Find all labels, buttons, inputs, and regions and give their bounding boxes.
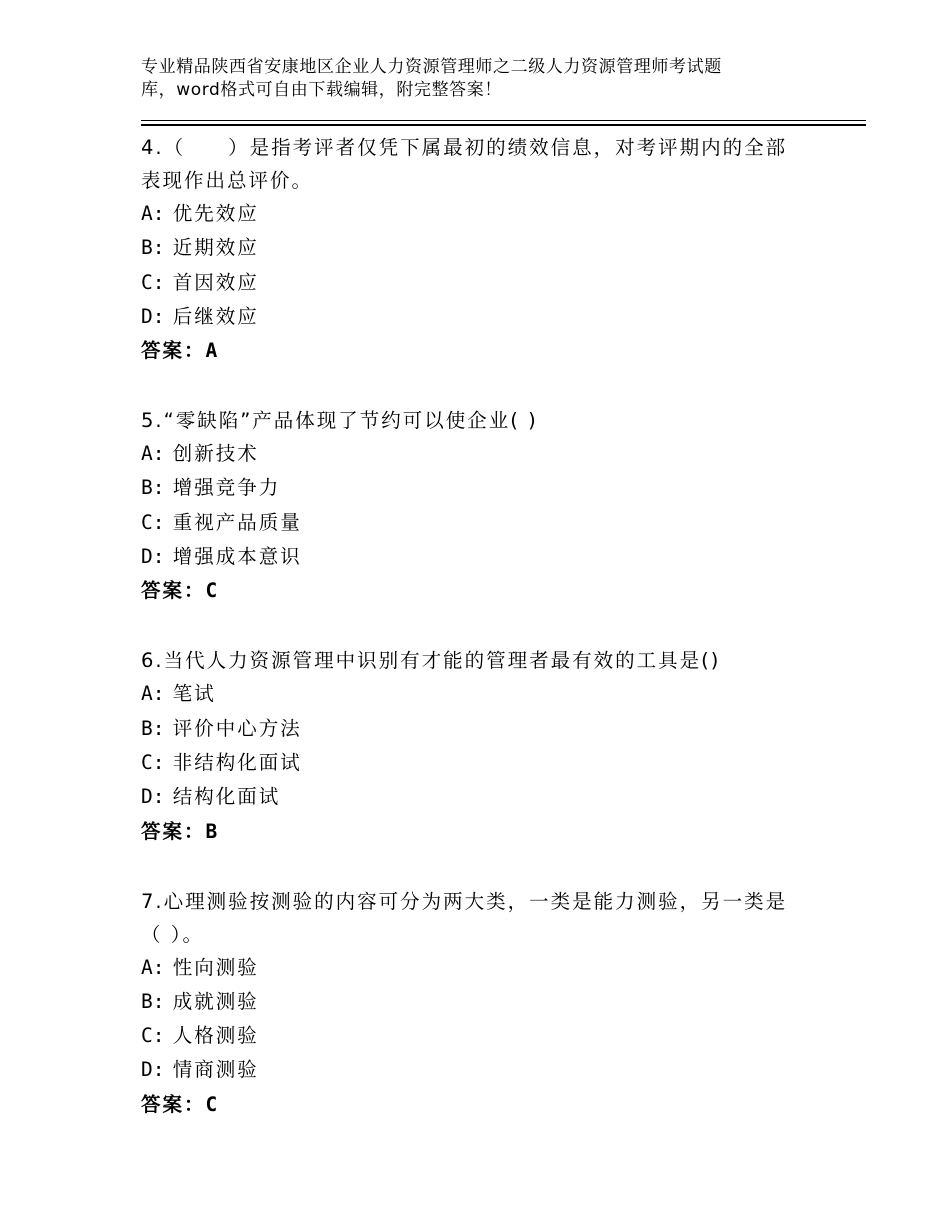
option-letter: D: [141, 785, 165, 809]
option-letter: D: [141, 545, 165, 569]
question-list [141, 130, 821, 1122]
option-c [141, 1019, 821, 1053]
header-title-line-2: 库，word格式可自由下载编辑，附完整答案！ [141, 80, 502, 100]
option-d [141, 540, 821, 574]
option-text: 性向测验 [172, 955, 259, 979]
question-4 [141, 130, 821, 368]
question-stem [141, 643, 821, 677]
question-stem [141, 130, 821, 197]
option-letter: A: [141, 202, 165, 225]
option-a [141, 197, 821, 231]
option-b [141, 471, 821, 505]
option-text: 非结构化面试 [172, 750, 302, 774]
option-letter: D: [141, 1058, 165, 1082]
option-text: 评价中心方法 [172, 716, 302, 740]
option-b [141, 985, 821, 1019]
option-letter: A: [141, 682, 165, 706]
option-text: 增强竞争力 [172, 476, 281, 500]
question-6 [141, 643, 821, 848]
option-c [141, 746, 821, 780]
answer-line [141, 334, 821, 368]
option-letter: B: [141, 989, 165, 1013]
header-double-rule [141, 120, 866, 126]
answer-value: A [205, 339, 220, 363]
question-stem-line: 5.“零缺陷”产品体现了节约可以使企业( ) [141, 409, 538, 433]
option-text: 人格测验 [172, 1024, 259, 1048]
question-stem [141, 884, 821, 951]
option-text: 情商测验 [172, 1058, 259, 1082]
option-text: 后继效应 [172, 304, 259, 328]
question-stem-line: 7.心理测验按测验的内容可分为两大类，一类是能力测验，另一类是 [141, 889, 788, 913]
question-spacer [141, 849, 821, 884]
option-letter: D: [141, 304, 165, 328]
answer-label: 答案： [141, 339, 206, 363]
question-stem-line: 6.当代人力资源管理中识别有才能的管理者最有效的工具是() [141, 649, 721, 673]
answer-line [141, 815, 821, 849]
answer-value: C [205, 579, 220, 603]
option-b [141, 231, 821, 265]
option-letter: B: [141, 236, 165, 260]
question-stem [141, 403, 821, 437]
option-letter: B: [141, 716, 165, 740]
option-d [141, 1053, 821, 1087]
option-text: 重视产品质量 [172, 510, 302, 534]
option-d [141, 300, 821, 334]
option-a [141, 677, 821, 711]
option-letter: A: [141, 955, 165, 979]
option-text: 笔试 [172, 682, 216, 706]
option-c [141, 266, 821, 300]
answer-line [141, 574, 821, 608]
header-title-line-1: 专业精品陕西省安康地区企业人力资源管理师之二级人力资源管理师考试题 [141, 57, 722, 77]
option-text: 结构化面试 [172, 785, 281, 809]
option-text: 优先效应 [172, 202, 259, 225]
question-7 [141, 884, 821, 1122]
option-text: 创新技术 [172, 442, 259, 466]
option-d [141, 780, 821, 814]
option-a [141, 951, 821, 985]
option-text: 近期效应 [172, 236, 259, 260]
option-letter: C: [141, 750, 165, 774]
option-text: 首因效应 [172, 270, 259, 294]
option-letter: C: [141, 270, 165, 294]
answer-value: C [205, 1092, 220, 1116]
question-stem-line: 4.（ ）是指考评者仅凭下属最初的绩效信息，对考评期内的全部 [141, 136, 788, 159]
answer-label: 答案： [141, 1092, 206, 1116]
document-header [141, 56, 841, 102]
question-spacer [141, 608, 821, 643]
option-c [141, 506, 821, 540]
answer-line [141, 1088, 821, 1122]
question-spacer [141, 368, 821, 403]
question-5 [141, 403, 821, 608]
option-letter: C: [141, 510, 165, 534]
option-text: 增强成本意识 [172, 545, 302, 569]
question-stem-line: 表现作出总评价。 [141, 169, 314, 192]
option-letter: C: [141, 1024, 165, 1048]
answer-label: 答案： [141, 579, 206, 603]
question-stem-line: （ ）。 [141, 922, 204, 946]
answer-value: B [205, 819, 220, 843]
option-letter: B: [141, 476, 165, 500]
option-letter: A: [141, 442, 165, 466]
answer-label: 答案： [141, 819, 206, 843]
option-text: 成就测验 [172, 989, 259, 1013]
option-b [141, 712, 821, 746]
option-a [141, 437, 821, 471]
